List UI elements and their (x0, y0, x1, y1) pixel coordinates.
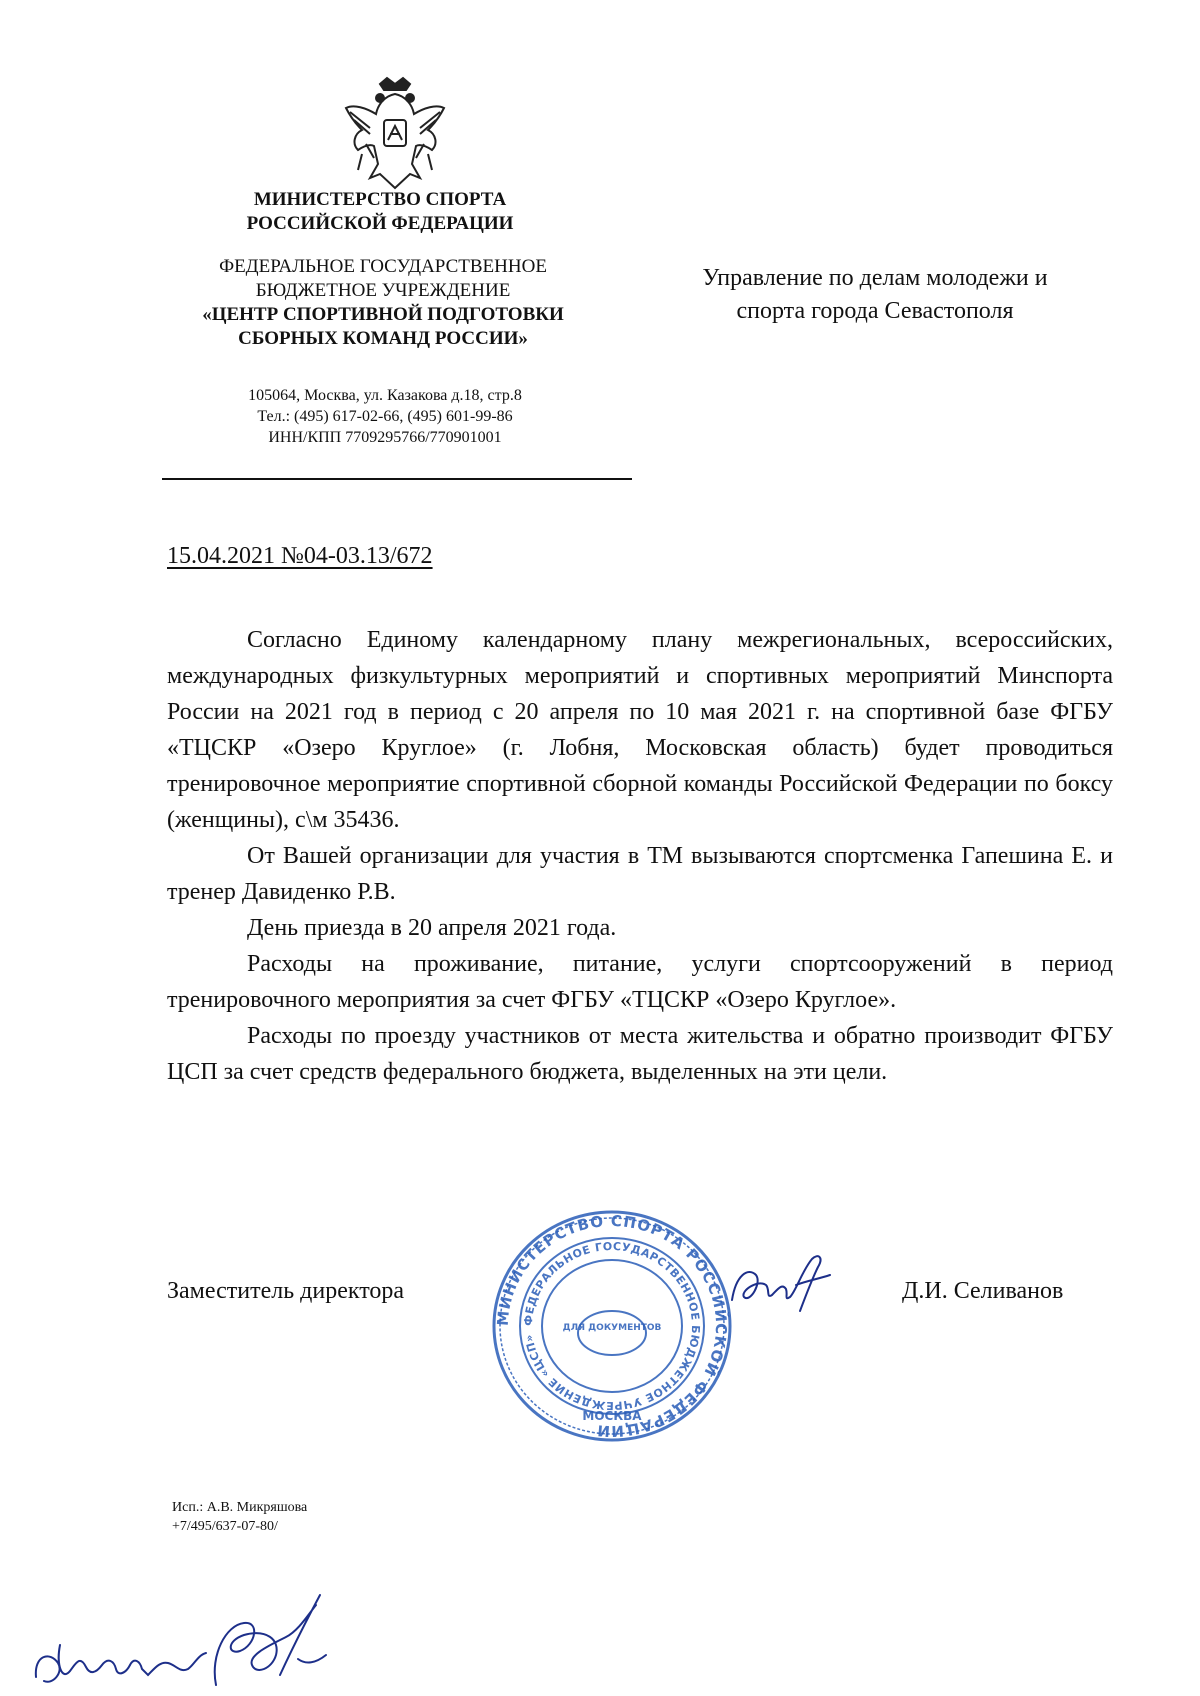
executor-phone: +7/495/637-07-80/ (172, 1519, 278, 1534)
addressee-block (665, 262, 1085, 328)
director-signature (726, 1245, 836, 1320)
executor-name: Исп.: А.В. Микряшова (172, 1500, 308, 1515)
org-address: 105064, Москва, ул. Казакова д.18, стр.8 (248, 387, 522, 404)
document-date-number: 15.04.2021 №04-03.13/672 (167, 543, 433, 569)
body-paragraph-4: Расходы на проживание, питание, услуги спортсооружений в период тренировочного мероприятия за счет ФГБУ «ТЦСКР «Озеро Круглое». (167, 951, 1113, 1013)
signer-position: Заместитель директора (167, 1278, 405, 1304)
stamp-bottom-text: МОСКВА (582, 1409, 642, 1423)
addressee-line-1: Управление по делам молодежи и (702, 265, 1048, 291)
handwritten-mark (30, 1585, 350, 1695)
header-divider (162, 478, 632, 480)
executor-info (172, 1498, 307, 1536)
organization-heading (178, 255, 588, 351)
letter-body (167, 622, 1113, 1090)
stamp-outer-text: МИНИСТЕРСТВО СПОРТА РОССИЙСКОЙ ФЕДЕРАЦИИ (493, 1211, 731, 1441)
org-line-2: БЮДЖЕТНОЕ УЧРЕЖДЕНИЕ (255, 280, 511, 301)
organization-contacts (200, 385, 570, 448)
org-phone: Тел.: (495) 617-02-66, (495) 601-99-86 (257, 408, 513, 425)
coat-of-arms-emblem (340, 74, 450, 192)
org-inn: ИНН/КПП 7709295766/770901001 (268, 429, 502, 446)
body-paragraph-5: Расходы по проезду участников от места жительства и обратно производит ФГБУ ЦСП за счет средств федерального бюджета, выделенных на эти цели. (167, 1023, 1113, 1085)
org-line-4: СБОРНЫХ КОМАНД РОССИИ» (238, 328, 528, 349)
body-paragraph-2: От Вашей организации для участия в ТМ вызываются спортсменка Гапешина Е. и тренер Давиденко Р.В. (167, 843, 1113, 905)
addressee-line-2: спорта города Севастополя (736, 298, 1014, 324)
body-paragraph-3: День приезда в 20 апреля 2021 года. (247, 915, 617, 941)
official-stamp (488, 1208, 736, 1444)
stamp-inner-text: ФЕДЕРАЛЬНОЕ ГОСУДАРСТВЕННОЕ БЮДЖЕТНОЕ УЧРЕЖДЕНИЕ «ЦСП» (521, 1239, 703, 1413)
signer-name: Д.И. Селиванов (902, 1278, 1064, 1304)
stamp-center-text: ДЛЯ ДОКУМЕНТОВ (562, 1323, 662, 1333)
ministry-line-1: МИНИСТЕРСТВО СПОРТА (253, 189, 507, 210)
ministry-heading (215, 188, 545, 236)
org-line-3: «ЦЕНТР СПОРТИВНОЙ ПОДГОТОВКИ (202, 304, 564, 325)
org-line-1: ФЕДЕРАЛЬНОЕ ГОСУДАРСТВЕННОЕ (219, 256, 547, 277)
body-paragraph-1: Согласно Единому календарному плану межрегиональных, всероссийских, международных физкультурных мероприятий и спортивных мероприятий Минспорта России на 2021 год в период с 20 апреля по 10 мая 2021 г. на спортивной базе ФГБУ «ТЦСКР «Озеро Круглое» (г. Лобня, Московская область) будет проводиться тренировочное мероприятие спортивной сборной команды Российской Федерации по боксу (женщины), с\м 35436. (167, 627, 1113, 833)
ministry-line-2: РОССИЙСКОЙ ФЕДЕРАЦИИ (246, 213, 514, 234)
